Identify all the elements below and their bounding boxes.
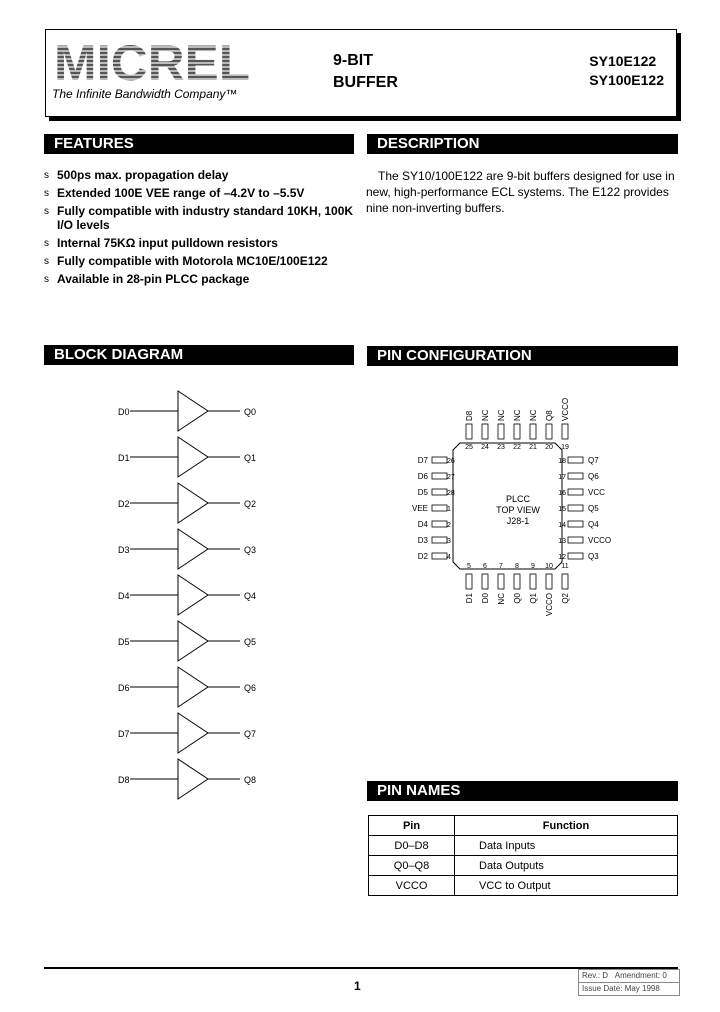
input-label: D1 [118,453,130,463]
micrel-logo [54,40,254,89]
pin-lead [466,424,472,439]
tagline: The Infinite Bandwidth Company™ [52,87,238,101]
buffer-symbol [178,483,208,523]
pin-lead [432,489,447,495]
feature-item [44,204,354,232]
pin-config-heading: PIN CONFIGURATION [367,346,678,366]
pin-label: D1 [465,593,474,604]
bullet: s [44,170,49,181]
input-label: D0 [118,407,130,417]
pin-number: 2 [447,522,451,529]
pin-cell: Q0–Q8 [369,856,455,876]
pin-number: 26 [447,458,455,465]
block-diagram [100,385,280,805]
pin-lead [562,574,568,589]
pin-label: D7 [417,456,428,465]
pin-lead [568,473,583,479]
pin-number: 13 [558,538,566,545]
pin-label: D6 [417,472,428,481]
pin-label: VCC [588,488,605,497]
pin-lead [482,574,488,589]
pin-number: 28 [447,490,455,497]
feature-item [44,168,354,182]
pin-lead [568,537,583,543]
pin-number: 25 [465,444,473,451]
input-label: D7 [118,729,130,739]
feature-item [44,254,354,268]
function-cell: VCC to Output [455,876,678,896]
pin-lead [568,521,583,527]
rev-label: Rev.: D [582,971,609,980]
feature-item [44,186,354,200]
feature-text: Available in 28-pin PLCC package [57,272,250,286]
pin-number: 12 [558,554,566,561]
feature-text: Fully compatible with Motorola MC10E/100E122 [57,254,328,268]
buffer-symbol [178,667,208,707]
pin-label: Q7 [588,456,599,465]
pin-cell: VCCO [369,876,455,896]
pin-lead [568,489,583,495]
output-label: Q6 [244,683,257,693]
feature-item [44,236,354,250]
description-heading: DESCRIPTION [367,134,678,154]
pin-number: 4 [447,554,451,561]
pin-lead [498,574,504,589]
table-row [369,836,678,856]
input-label: D8 [118,775,130,785]
revision-row [579,970,679,982]
pin-number: 7 [499,563,503,570]
pin-lead [432,537,447,543]
package-label: J28-1 [506,516,530,526]
pin-lead [514,574,520,589]
features-heading: FEATURES [44,134,354,154]
pin-label: NC [497,593,506,605]
title-line-2: BUFFER [333,74,398,91]
pin-number: 15 [558,506,566,513]
pin-number: 20 [545,444,553,451]
output-label: Q7 [244,729,257,739]
pin-label: NC [497,409,506,421]
buffer-symbol [178,529,208,569]
pin-label: Q1 [529,593,538,604]
pin-number: 11 [561,563,569,570]
package-label: PLCC [505,494,531,504]
pin-label: VEE [411,504,428,513]
pin-label: D3 [417,536,428,545]
buffer-symbol [178,713,208,753]
pin-lead [432,505,447,511]
output-label: Q1 [244,453,257,463]
output-label: Q0 [244,407,257,417]
pin-number: 1 [447,506,451,513]
pin-label: D5 [417,488,428,497]
buffer-symbol [178,437,208,477]
pin-number: 5 [467,563,471,570]
pin-lead [432,473,447,479]
features-list [44,168,354,290]
pin-label: NC [513,409,522,421]
pin-label: VCCO [588,536,612,545]
pin-label: Q2 [561,593,570,604]
title-line-1: 9-BIT [333,52,373,69]
output-label: Q2 [244,499,257,509]
revision-box [578,969,680,996]
pin-lead [498,424,504,439]
pin-label: Q4 [588,520,599,529]
pin-label: Q8 [545,410,554,421]
bullet: s [44,206,49,217]
bullet: s [44,238,49,249]
column-header-function: Function [455,816,678,836]
output-label: Q5 [244,637,257,647]
part-number-2: SY100E122 [589,72,664,88]
table-row [369,876,678,896]
buffer-symbol [178,391,208,431]
output-label: Q3 [244,545,257,555]
function-cell: Data Outputs [455,856,678,876]
pin-lead [482,424,488,439]
pin-number: 14 [558,522,566,529]
pin-lead [530,424,536,439]
buffer-symbol [178,759,208,799]
page-number: 1 [354,979,361,993]
feature-text: Extended 100E VEE range of –4.2V to –5.5V [57,186,305,200]
bullet: s [44,188,49,199]
pin-label: D2 [417,552,428,561]
pin-number: 23 [497,444,505,451]
pin-number: 16 [558,490,566,497]
column-header-pin: Pin [369,816,455,836]
pin-number: 8 [515,563,519,570]
pin-lead [546,424,552,439]
feature-text: Fully compatible with industry standard 10KH, 100K I/O levels [57,204,354,232]
pin-cell: D0–D8 [369,836,455,856]
buffer-symbol [178,575,208,615]
pin-number: 22 [513,444,521,451]
pin-label: D8 [465,410,474,421]
function-cell: Data Inputs [455,836,678,856]
pin-label: NC [529,409,538,421]
document-title [333,50,398,94]
table-row [369,856,678,876]
pin-lead [568,553,583,559]
header-box [45,29,677,117]
issue-date-row: Issue Date: May 1998 [579,982,679,995]
pin-number: 9 [531,563,535,570]
pin-label: Q0 [513,593,522,604]
input-label: D3 [118,545,130,555]
pin-label: NC [481,409,490,421]
pin-number: 21 [529,444,537,451]
description-text: The SY10/100E122 are 9-bit buffers designed for use in new, high-performance ECL systems. The E122 provides nine non-inverting buffers. [366,169,675,215]
package-label: TOP VIEW [496,505,540,515]
pin-configuration-diagram [400,390,640,630]
feature-text: Internal 75KΩ input pulldown resistors [57,236,278,250]
logo-text: MICREL [54,40,250,84]
pin-label: Q6 [588,472,599,481]
bullet: s [44,274,49,285]
pin-lead [568,457,583,463]
input-label: D4 [118,591,130,601]
part-number-1: SY10E122 [589,53,657,69]
pin-lead [562,424,568,439]
pin-lead [432,553,447,559]
pin-label: VCCO [561,397,570,421]
pin-label: Q5 [588,504,599,513]
pin-label: Q3 [588,552,599,561]
part-numbers [589,52,664,90]
pin-lead [530,574,536,589]
table-header-row [369,816,678,836]
pin-label: D4 [417,520,428,529]
block-diagram-heading: BLOCK DIAGRAM [44,345,354,365]
buffer-symbol [178,621,208,661]
pin-lead [432,457,447,463]
output-label: Q8 [244,775,257,785]
pin-number: 17 [558,474,566,481]
pin-number: 10 [545,563,553,570]
pin-lead [546,574,552,589]
input-label: D6 [118,683,130,693]
pin-number: 18 [558,458,566,465]
pin-number: 27 [447,474,455,481]
pin-lead [514,424,520,439]
pin-number: 24 [481,444,489,451]
pin-number: 3 [447,538,451,545]
pin-names-table [368,815,678,896]
pin-lead [466,574,472,589]
pin-number: 19 [561,444,569,451]
output-label: Q4 [244,591,257,601]
bullet: s [44,256,49,267]
pin-lead [432,521,447,527]
feature-text: 500ps max. propagation delay [57,168,229,182]
pin-label: VCCO [545,593,554,617]
amendment-label: Amendment: 0 [614,971,667,980]
input-label: D2 [118,499,130,509]
pin-label: D0 [481,593,490,604]
feature-item [44,272,354,286]
pin-lead [568,505,583,511]
pin-number: 6 [483,563,487,570]
input-label: D5 [118,637,130,647]
pin-names-heading: PIN NAMES [367,781,678,801]
